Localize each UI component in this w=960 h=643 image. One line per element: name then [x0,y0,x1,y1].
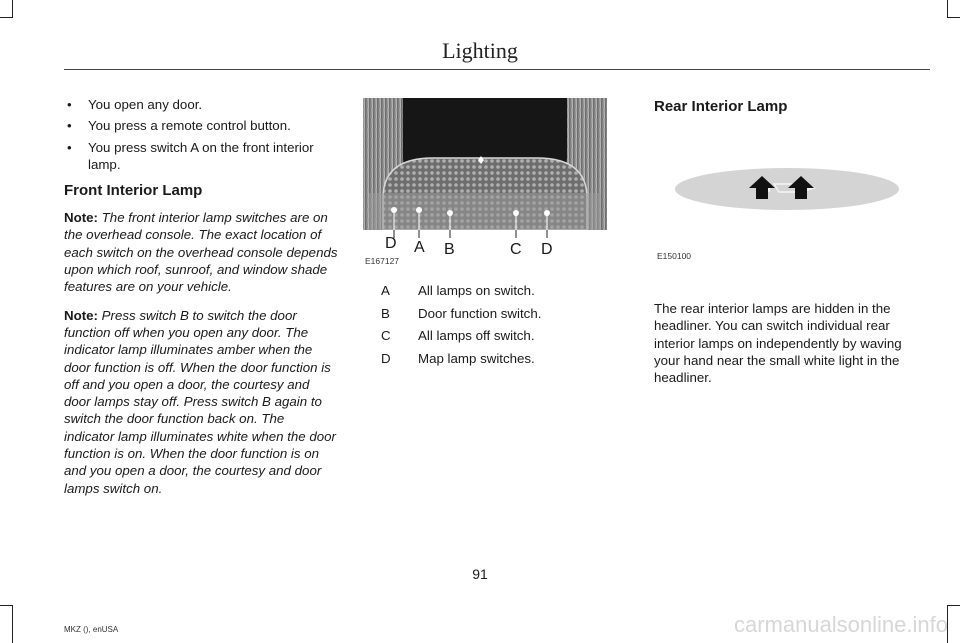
overhead-console-image [363,98,607,230]
note-paragraph [64,307,338,497]
crop-mark [0,17,13,18]
switch-legend [381,283,541,373]
note-text: The front interior lamp switches are on the overhead console. The exact location of each switch on the overhead console depends upon which roof, sunroof, and window shade features are on your vehicle. [64,210,338,295]
crop-mark [947,17,960,18]
callout-label: A [414,239,425,256]
legend-row [381,328,541,351]
crop-mark [0,605,13,606]
document-code: MKZ (), enUSA [64,625,119,634]
figure-id: E167127 [365,256,400,266]
callout-label: D [541,241,553,258]
note-label: Note: [64,307,98,323]
callout-label: B [444,241,455,258]
watermark: carmanualsonline.info [733,612,948,637]
rear-headliner-image [654,164,929,274]
legend-text: Map lamp switches. [418,350,535,366]
crop-mark [947,605,960,606]
middle-column [363,98,607,366]
legend-row [381,351,541,374]
page-number: 91 [472,566,488,582]
note-paragraph [64,209,338,295]
callout-label: C [510,241,522,258]
figure-id: E150100 [657,251,692,261]
legend-key: D [381,350,391,366]
legend-row [381,306,541,329]
crop-mark [12,0,13,18]
left-column [64,96,338,508]
callout-label: D [385,235,397,252]
chapter-title: Lighting [442,38,518,63]
callout-labels [363,231,607,258]
crop-mark [12,605,13,643]
rear-lamp-illustration [654,164,929,274]
note-text: Press switch B to switch the door function off when you open any door. The indicator lamp illuminates amber when the door function is off. When the door function is off and you open a door, the courtesy and door lamps stay off. Press switch B again to switch the door function back on. The indicator lamp illuminates white when the door function is on. When the door function is on and you open a door, the courtesy and door lamps switch on. [64,307,336,496]
legend-row [381,283,541,306]
header-rule [64,69,930,70]
list-item: • You press a remote control button. [64,117,338,134]
overhead-console-illustration [363,98,607,230]
body-paragraph: The rear interior lamps are hidden in the headliner. You can switch individual rear interior lamps on independently by waving your hand near the small white light in the headliner. [654,301,902,386]
legend-text: Door function switch. [418,305,542,321]
list-item: • You open any door. [64,96,338,113]
note-label: Note: [64,210,98,226]
section-heading-rear-interior-lamp: Rear Interior Lamp [654,98,788,115]
legend-key: A [381,283,390,298]
legend-key: C [381,328,391,343]
section-heading-front-interior-lamp: Front Interior Lamp [64,182,203,200]
legend-text: All lamps on switch. [418,283,535,298]
right-column [654,96,929,386]
legend-key: B [381,305,390,321]
legend-text: All lamps off switch. [418,328,535,343]
crop-mark [947,0,948,18]
condition-list [64,96,338,173]
list-item: • You press switch A on the front interior lamp. [64,139,338,174]
